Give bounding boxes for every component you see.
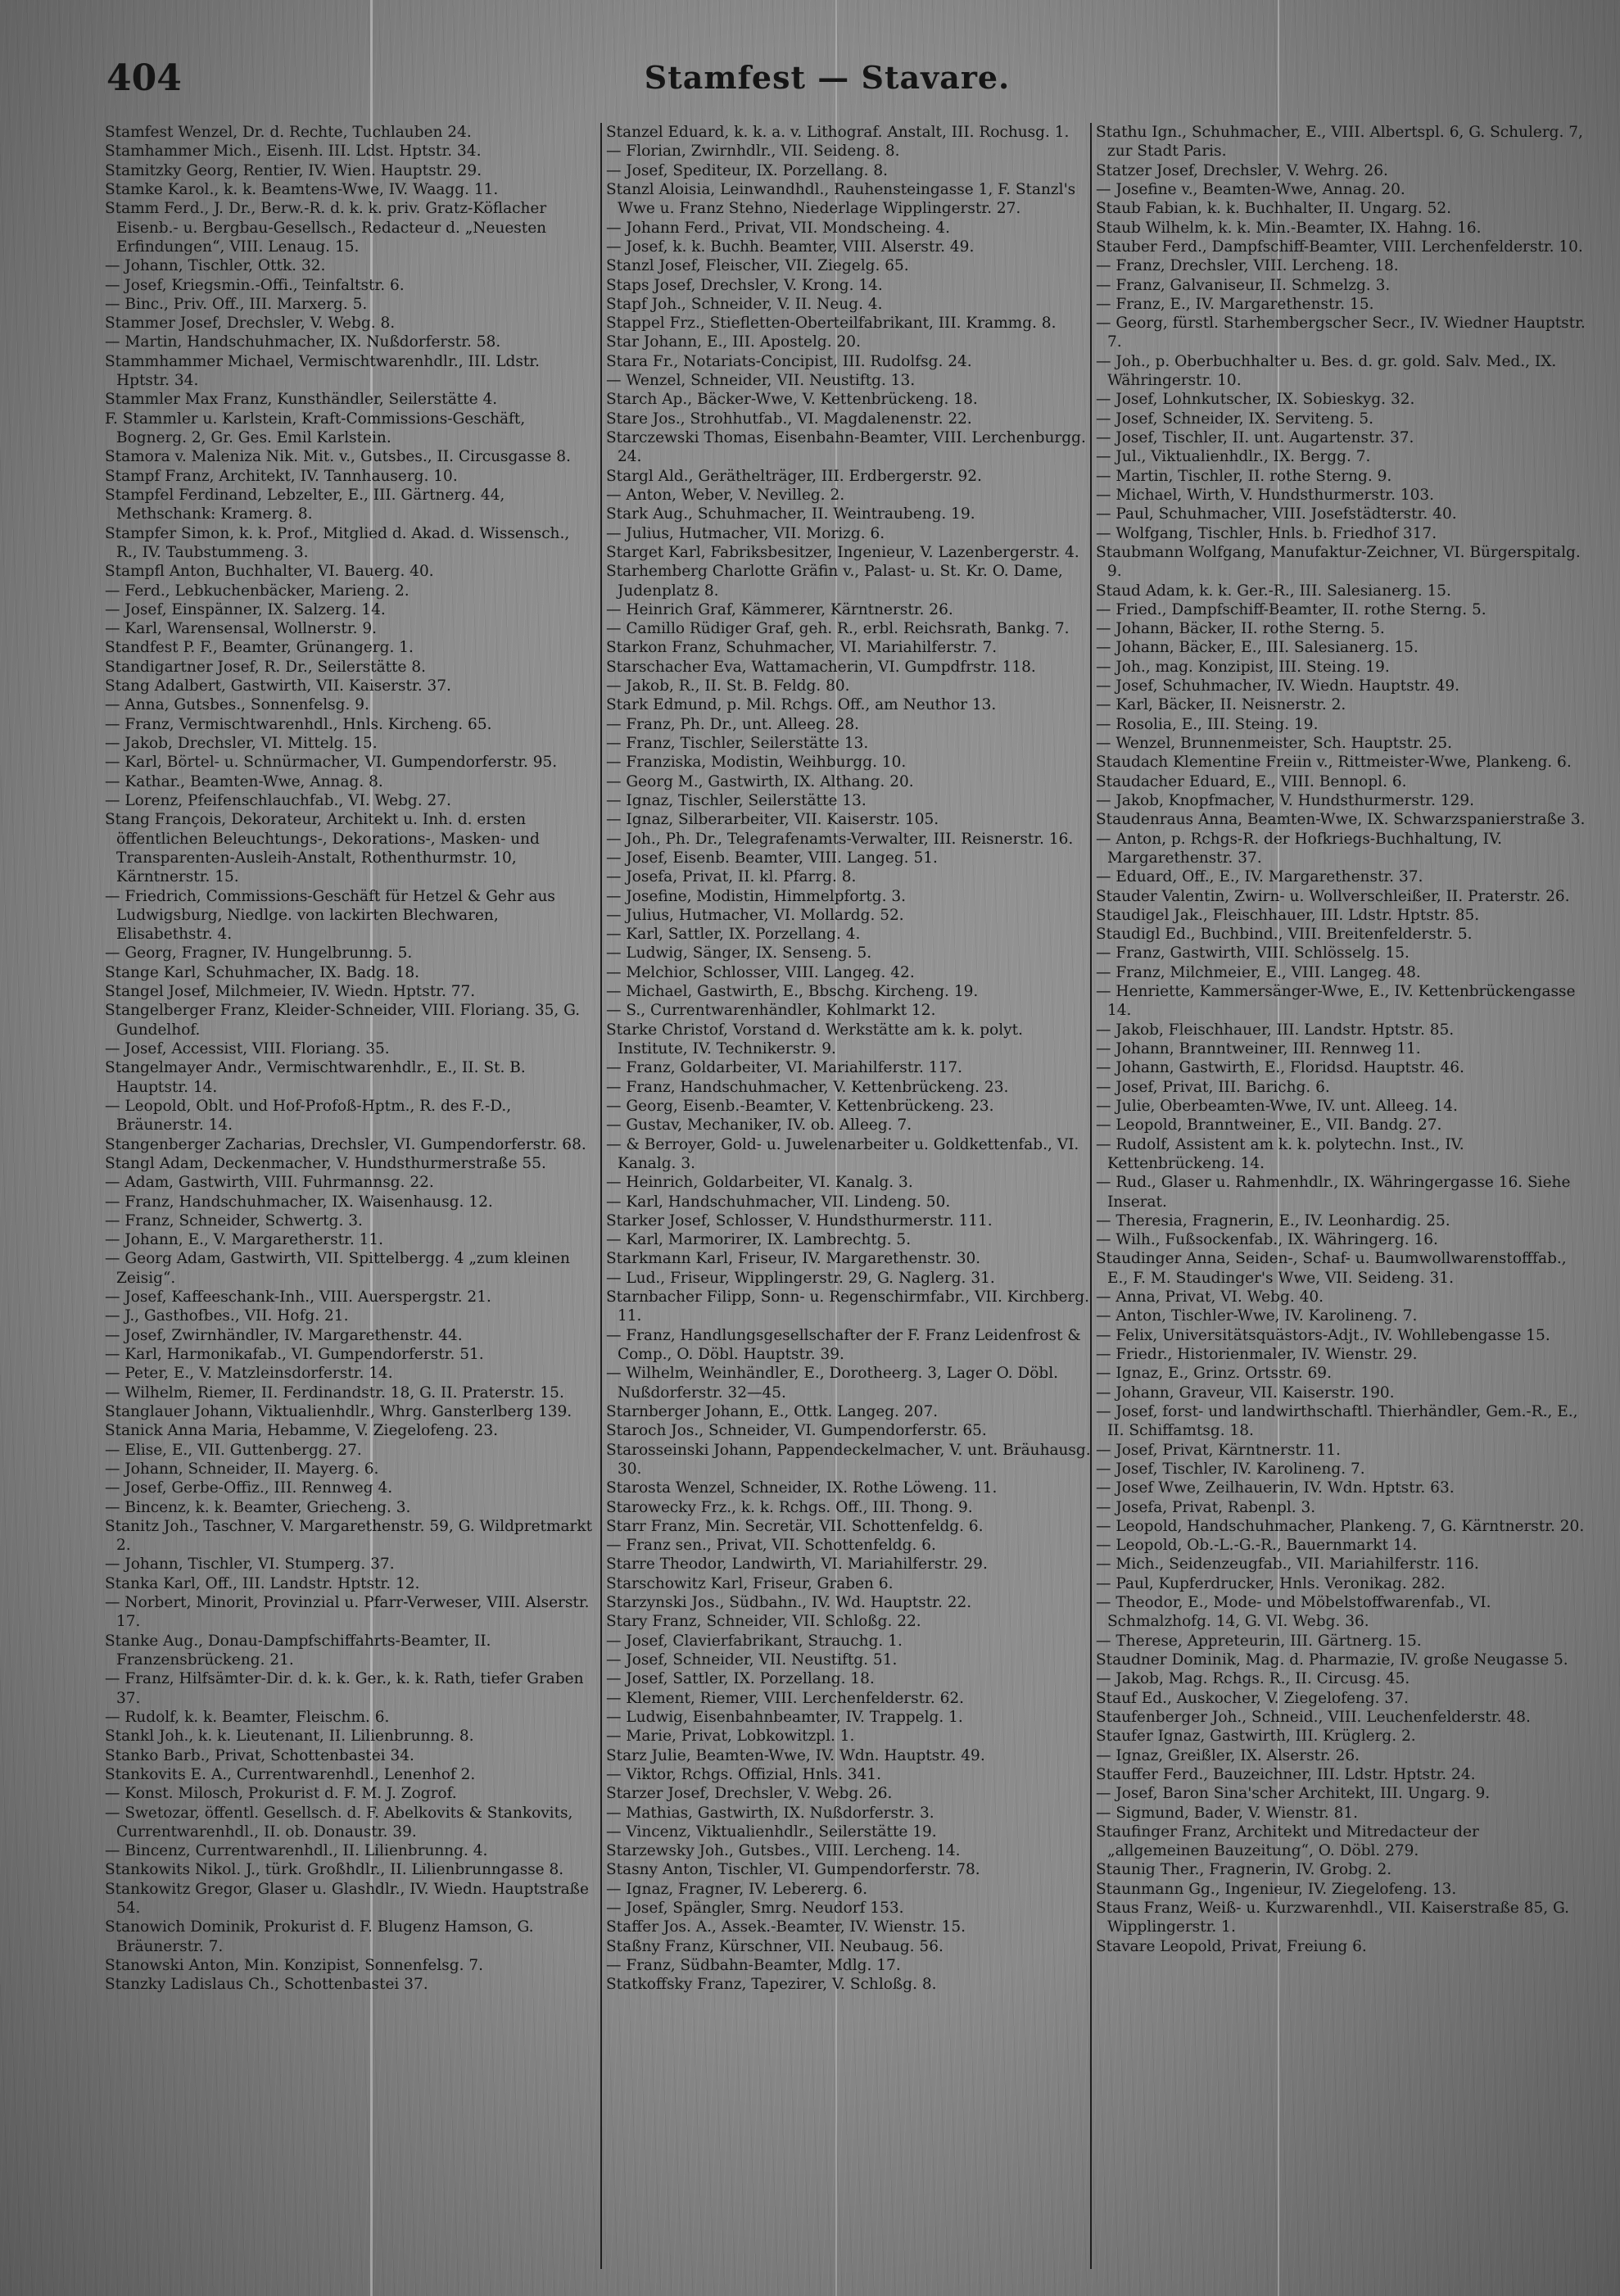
directory-entry: — Karl, Börtel- u. Schnürmacher, VI. Gumpendorferstr. 95.	[105, 754, 558, 772]
directory-entry: Starowecky Frz., k. k. Rchgs. Off., III. Thong. 9.	[606, 1498, 973, 1516]
directory-entry: — Johann, Schneider, II. Mayerg. 6.	[105, 1460, 379, 1478]
directory-entry: Stanzel Eduard, k. k. a. v. Lithograf. Anstalt, III. Rochusg. 1.	[606, 124, 1070, 141]
directory-entry: — Anna, Gutsbes., Sonnenfelsg. 9.	[105, 696, 369, 714]
directory-entry: — & Berroyer, Gold- u. Juwelenarbeiter u. Goldkettenfab., VI. Kanalg. 3.	[606, 1135, 1079, 1172]
directory-entry: Stamke Karol., k. k. Beamtens-Wwe, IV. Waagg. 11.	[105, 180, 499, 198]
directory-entry: — Franz, Milchmeier, E., VIII. Langeg. 48.	[1096, 963, 1421, 981]
directory-entry: Starzer Josef, Drechsler, V. Webg. 26.	[606, 1785, 893, 1803]
directory-entry: — Joh., p. Oberbuchhalter u. Bes. d. gr. gold. Salv. Med., IX. Währingerstr. 10.	[1096, 352, 1557, 390]
directory-entry: — Paul, Schuhmacher, VIII. Josefstädterstr. 40.	[1096, 505, 1457, 523]
directory-entry: — Johann Ferd., Privat, VII. Mondscheing. 4.	[606, 219, 950, 237]
directory-entry: — Wolfgang, Tischler, Hnls. b. Friedhof 317.	[1096, 524, 1437, 542]
directory-entry: — Johann, Bäcker, E., III. Salesianerg. 15.	[1096, 639, 1419, 657]
directory-entry: — Josef, Schneider, VII. Neustiftg. 51.	[606, 1651, 898, 1669]
directory-entry: — Klement, Riemer, VIII. Lerchenfelderstr. 62.	[606, 1689, 965, 1707]
directory-entry: Stangel Josef, Milchmeier, IV. Wiedn. Hptstr. 77.	[105, 983, 476, 1001]
directory-entry: — Josef, Privat, Kärntnerstr. 11.	[1096, 1441, 1341, 1459]
directory-entry: Stang Adalbert, Gastwirth, VII. Kaiserstr. 37.	[105, 677, 451, 695]
directory-entry: — Wilhelm, Riemer, II. Ferdinandstr. 18, G. II. Praterstr. 15.	[105, 1383, 564, 1402]
directory-entry: — Franz, Hilfsämter-Dir. d. k. k. Ger., k. k. Rath, tiefer Graben 37.	[105, 1670, 584, 1707]
directory-entry: — Konst. Milosch, Prokurist d. F. M. J. Zogrof.	[105, 1785, 457, 1803]
column-divider	[600, 123, 602, 2269]
directory-entry: — Melchior, Schlosser, VIII. Langeg. 42.	[606, 963, 915, 981]
directory-entry: Stare Jos., Strohhutfab., VI. Magdalenenstr. 22.	[606, 410, 972, 428]
directory-entry: Staub Wilhelm, k. k. Min.-Beamter, IX. Hahng. 16.	[1096, 219, 1482, 237]
directory-entry: — Therese, Appreteurin, III. Gärtnerg. 15.	[1096, 1632, 1422, 1650]
directory-entry: — Wenzel, Brunnenmeister, Sch. Hauptstr. 25.	[1096, 735, 1453, 752]
directory-entry: — Josefa, Privat, II. kl. Pfarrg. 8.	[606, 868, 857, 886]
directory-entry: — Wilh., Fußsockenfab., IX. Währingerg. 16.	[1096, 1231, 1438, 1249]
directory-entry: Stampfl Anton, Buchhalter, VI. Bauerg. 40.	[105, 563, 434, 581]
directory-entry: Stargl Ald., Geräthelträger, III. Erdbergerstr. 92.	[606, 467, 982, 485]
directory-entry: Stamhammer Mich., Eisenh. III. Ldst. Hptstr. 34.	[105, 143, 482, 161]
directory-entry: — Franz, Tischler, Seilerstätte 13.	[606, 735, 869, 752]
directory-entry: — Swetozar, öffentl. Gesellsch. d. F. Abelkovits & Stankovits, Currentwarenhdl., II. ob. Donaustr. 39.	[105, 1804, 573, 1841]
directory-entry: Staudinger Anna, Seiden-, Schaf- u. Baumwollwarenstofffab., E., F. M. Staudinger's Wwe, VII. Seideng. 31.	[1096, 1250, 1567, 1287]
directory-entry: — Gustav, Mechaniker, IV. ob. Alleeg. 7.	[606, 1116, 912, 1134]
directory-entry: — Bincenz, k. k. Beamter, Griecheng. 3.	[105, 1498, 411, 1516]
directory-entry: Stange Karl, Schuhmacher, IX. Badg. 18.	[105, 963, 419, 981]
directory-entry: — Franz, Handschuhmacher, V. Kettenbrückeng. 23.	[606, 1078, 1009, 1096]
directory-entry: Stanowski Anton, Min. Konzipist, Sonnenfelsg. 7.	[105, 1957, 484, 1974]
directory-entry: Stauffer Ferd., Bauzeichner, III. Ldstr. Hptstr. 24.	[1096, 1765, 1476, 1783]
directory-entry: — Mathias, Gastwirth, IX. Nußdorferstr. 3.	[606, 1804, 934, 1822]
directory-entry: — Ludwig, Sänger, IX. Senseng. 5.	[606, 944, 872, 962]
directory-entry: — Leopold, Branntweiner, E., VII. Bandg. 27.	[1096, 1116, 1442, 1134]
directory-entry: — Fried., Dampfschiff-Beamter, II. rothe Sterng. 5.	[1096, 600, 1487, 618]
directory-entry: — S., Currentwarenhändler, Kohlmarkt 12.	[606, 1002, 936, 1020]
directory-entry: Stangelberger Franz, Kleider-Schneider, VIII. Floriang. 35, G. Gundelhof.	[105, 1002, 581, 1039]
directory-entry: — Josef, Tischler, IV. Karolineng. 7.	[1096, 1460, 1365, 1478]
directory-entry: — Martin, Tischler, II. rothe Sterng. 9.	[1096, 467, 1392, 485]
directory-entry: Stasny Anton, Tischler, VI. Gumpendorferstr. 78.	[606, 1861, 980, 1879]
directory-entry: — Jakob, Mag. Rchgs. R., II. Circusg. 45.	[1096, 1670, 1410, 1688]
directory-entry: Statzer Josef, Drechsler, V. Wehrg. 26.	[1096, 161, 1388, 179]
directory-entry: — Eduard, Off., E., IV. Margarethenstr. 37.	[1096, 868, 1423, 886]
directory-entry: Starkmann Karl, Friseur, IV. Margarethenstr. 30.	[606, 1250, 981, 1268]
directory-entry: Stampfel Ferdinand, Lebzelter, E., III. Gärtnerg. 44, Methschank: Kramerg. 8.	[105, 486, 505, 523]
directory-entry: Stamm Ferd., J. Dr., Berw.-R. d. k. k. priv. Gratz-Köflacher Eisenb.- u. Bergbau-Gesellsch., Redacteur d. „Neuesten Erfindungen“, VIII. Lenaug. 15.	[105, 200, 547, 256]
directory-entry: Stanglauer Johann, Viktualienhdlr., Whrg. Gansterlberg 139.	[105, 1402, 572, 1420]
column-1	[105, 123, 595, 2277]
directory-entry: — Bincenz, Currentwarenhdl., II. Lilienbrunng. 4.	[105, 1842, 488, 1860]
directory-entry: Staudach Klementine Freiin v., Rittmeister-Wwe, Plankeng. 6.	[1096, 754, 1572, 772]
directory-entry: — Josef, k. k. Buchh. Beamter, VIII. Alserstr. 49.	[606, 238, 975, 256]
directory-entry: — Julius, Hutmacher, VII. Morizg. 6.	[606, 524, 885, 542]
directory-entry: Starzynski Jos., Südbahn., IV. Wd. Hauptstr. 22.	[606, 1594, 972, 1612]
directory-entry: — Florian, Zwirnhdlr., VII. Seideng. 8.	[606, 143, 900, 161]
directory-entry: Stanick Anna Maria, Hebamme, V. Ziegelofeng. 23.	[105, 1422, 498, 1440]
directory-entry: Statkoffsky Franz, Tapezirer, V. Schloßg. 8.	[606, 1976, 937, 1994]
directory-entry: — Karl, Sattler, IX. Porzellang. 4.	[606, 926, 861, 944]
directory-entry: — Vincenz, Viktualienhdlr., Seilerstätte 19.	[606, 1823, 937, 1841]
directory-entry: Starczewski Thomas, Eisenbahn-Beamter, VIII. Lerchenburgg. 24.	[606, 429, 1086, 466]
directory-entry: — Franz, Vermischtwarenhdl., Hnls. Kircheng. 65.	[105, 715, 492, 733]
directory-entry: — Leopold, Ob.-L.-G.-R., Bauernmarkt 14.	[1096, 1537, 1418, 1555]
directory-entry: — Josef, Clavierfabrikant, Strauchg. 1.	[606, 1632, 903, 1650]
directory-entry: — Georg, Eisenb.-Beamter, V. Kettenbrückeng. 23.	[606, 1097, 994, 1115]
directory-entry: — Anton, Tischler-Wwe, IV. Karolineng. 7.	[1096, 1307, 1418, 1325]
directory-entry: Starschacher Eva, Wattamacherin, VI. Gumpdfrstr. 118.	[606, 658, 1036, 676]
directory-entry: — Leopold, Oblt. und Hof-Profoß-Hptm., R. des F.-D., Bräunerstr. 14.	[105, 1097, 512, 1134]
directory-entry: — Josefa, Privat, Rabenpl. 3.	[1096, 1498, 1316, 1516]
directory-entry: — Josef, Spediteur, IX. Porzellang. 8.	[606, 161, 889, 179]
directory-entry: — Joh., mag. Konzipist, III. Steing. 19.	[1096, 658, 1390, 676]
directory-entry: — Josef, Spängler, Smrg. Neudorf 153.	[606, 1900, 904, 1918]
directory-entry: Stanowich Dominik, Prokurist d. F. Blugenz Hamson, G. Bräunerstr. 7.	[105, 1918, 534, 1955]
directory-entry: — Heinrich Graf, Kämmerer, Kärntnerstr. 26.	[606, 600, 953, 618]
directory-entry: Stanzky Ladislaus Ch., Schottenbastei 37.	[105, 1976, 428, 1994]
directory-entry: Stang François, Dekorateur, Architekt u. Inh. d. ersten öffentlichen Beleuchtungs-, Dekorations-, Masken- und Transparenten-Ausleih-Anstalt, Rothenthurmstr. 10, Kärntnerstr. 15.	[105, 811, 540, 886]
directory-entry: — Josef, Accessist, VIII. Floriang. 35.	[105, 1040, 390, 1057]
directory-entry: — Felix, Universitätsquästors-Adjt., IV. Wohllebengasse 15.	[1096, 1326, 1550, 1344]
directory-entry: — Anton, p. Rchgs-R. der Hofkriegs-Buchhaltung, IV. Margarethenstr. 37.	[1096, 830, 1502, 867]
directory-entry: Staroch Jos., Schneider, VI. Gumpendorferstr. 65.	[606, 1422, 987, 1440]
running-title: Stamfest — Stavare.	[644, 59, 1011, 96]
directory-entry: — Franz, Galvaniseur, II. Schmelzg. 3.	[1096, 276, 1391, 294]
directory-entry: — Marie, Privat, Lobkowitzpl. 1.	[606, 1728, 855, 1746]
column-3	[1096, 123, 1586, 2277]
directory-entry: — Josef, Eisenb. Beamter, VIII. Langeg. 51.	[606, 849, 938, 867]
directory-entry: — Jakob, Knopfmacher, V. Hundsthurmerstr. 129.	[1096, 791, 1475, 809]
directory-entry: Stark Aug., Schuhmacher, II. Weintraubeng. 19.	[606, 505, 975, 523]
directory-entry: — Henriette, Kammersänger-Wwe, E., IV. Kettenbrückengasse 14.	[1096, 983, 1576, 1020]
directory-entry: Standfest P. F., Beamter, Grünangerg. 1.	[105, 639, 414, 657]
directory-entry: Starget Karl, Fabriksbesitzer, Ingenieur, V. Lazenbergerstr. 4.	[606, 543, 1079, 561]
directory-entry: — Franz sen., Privat, VII. Schottenfeldg. 6.	[606, 1537, 936, 1555]
directory-entry: Stankovits E. A., Currentwarenhdl., Lenenhof 2.	[105, 1765, 476, 1783]
directory-entry: Starosta Wenzel, Schneider, IX. Rothe Löweng. 11.	[606, 1479, 998, 1497]
directory-entry: — Josef, Schuhmacher, IV. Wiedn. Hauptstr. 49.	[1096, 677, 1460, 695]
directory-entry: — Josef Wwe, Zeilhauerin, IV. Wdn. Hptstr. 63.	[1096, 1479, 1455, 1497]
directory-entry: — Karl, Handschuhmacher, VII. Lindeng. 50.	[606, 1193, 951, 1211]
directory-entry: — Jakob, Fleischhauer, III. Landstr. Hptstr. 85.	[1096, 1021, 1455, 1039]
directory-entry: — Johann, Tischler, VI. Stumperg. 37.	[105, 1556, 395, 1574]
directory-entry: — Paul, Kupferdrucker, Hnls. Veronikag. 282.	[1096, 1574, 1446, 1592]
directory-entry: Staud Adam, k. k. Ger.-R., III. Salesianerg. 15.	[1096, 582, 1451, 600]
directory-entry: Star Johann, E., III. Apostelg. 20.	[606, 333, 861, 351]
directory-entry: Starschowitz Karl, Friseur, Graben 6.	[606, 1574, 894, 1592]
directory-entry: — Johann, Bäcker, II. rothe Sterng. 5.	[1096, 620, 1385, 638]
directory-entry: Stankowitz Gregor, Glaser u. Glashdlr., IV. Wiedn. Hauptstraße 54.	[105, 1880, 589, 1918]
directory-entry: Stapf Joh., Schneider, V. II. Neug. 4.	[606, 295, 883, 313]
directory-entry: Staub Fabian, k. k. Buchhalter, II. Ungarg. 52.	[1096, 200, 1452, 218]
directory-entry: — Elise, E., VII. Guttenbergg. 27.	[105, 1441, 362, 1459]
directory-entry: — Ludwig, Eisenbahnbeamter, IV. Trappelg. 1.	[606, 1708, 963, 1726]
directory-entry: — Johann, Graveur, VII. Kaiserstr. 190.	[1096, 1383, 1395, 1402]
directory-entry: — Johann, E., V. Margaretherstr. 11.	[105, 1231, 384, 1249]
directory-entry: — Rudolf, k. k. Beamter, Fleischm. 6.	[105, 1708, 390, 1726]
directory-entry: — Josef, Gerbe-Offiz., III. Rennweg 4.	[105, 1479, 393, 1497]
directory-entry: — Franz, Handschuhmacher, IX. Waisenhausg. 12.	[105, 1193, 493, 1211]
directory-entry: Stamfest Wenzel, Dr. d. Rechte, Tuchlauben 24.	[105, 124, 472, 141]
directory-entry: Staunmann Gg., Ingenieur, IV. Ziegelofeng. 13.	[1096, 1880, 1457, 1898]
directory-entry: — Julius, Hutmacher, VI. Mollardg. 52.	[606, 906, 904, 924]
directory-entry: — Josef, Tischler, II. unt. Augartenstr. 37.	[1096, 429, 1414, 446]
directory-entry: — Friedrich, Commissions-Geschäft für Hetzel & Gehr aus Ludwigsburg, Niedlge. von lackirten Blechwaren, Elisabethstr. 4.	[105, 887, 555, 944]
directory-entry: — Josef, forst- und landwirthschaftl. Thierhändler, Gem.-R., E., II. Schiffamtsg. 18.	[1096, 1402, 1578, 1440]
directory-entry: Stangenberger Zacharias, Drechsler, VI. Gumpendorferstr. 68.	[105, 1135, 586, 1153]
directory-entry: — Ignaz, Tischler, Seilerstätte 13.	[606, 791, 867, 809]
directory-entry: Stammer Josef, Drechsler, V. Webg. 8.	[105, 315, 396, 333]
directory-entry: — Ferd., Lebkuchenbäcker, Marieng. 2.	[105, 582, 410, 600]
directory-entry: — Franz, Handlungsgesellschafter der F. Franz Leidenfrost & Comp., O. Döbl. Hauptstr. 39.	[606, 1326, 1081, 1363]
directory-entry: — Josef, Schneider, IX. Serviteng. 5.	[1096, 410, 1374, 428]
directory-entry: — Josef, Privat, III. Barichg. 6.	[1096, 1078, 1330, 1096]
directory-entry: Staudigl Ed., Buchbind., VIII. Breitenfelderstr. 5.	[1096, 926, 1473, 944]
directory-entry: — Wenzel, Schneider, VII. Neustiftg. 13.	[606, 372, 916, 390]
directory-entry: Stary Franz, Schneider, VII. Schloßg. 22.	[606, 1613, 921, 1631]
page-number: 404	[106, 57, 182, 99]
directory-entry: — Josefine, Modistin, Himmelpfortg. 3.	[606, 887, 907, 905]
directory-entry: — Franz, Gastwirth, VIII. Schlösselg. 15.	[1096, 944, 1410, 962]
directory-entry: Starke Christof, Vorstand d. Werkstätte am k. k. polyt. Institute, IV. Technikerstr. 9.	[606, 1021, 1023, 1057]
directory-entry: — Georg Adam, Gastwirth, VII. Spittelbergg. 4 „zum kleinen Zeisig“.	[105, 1250, 570, 1287]
directory-entry: — Franziska, Modistin, Weihburgg. 10.	[606, 754, 907, 772]
directory-entry: — Josef, Kaffeeschank-Inh., VIII. Auerspergstr. 21.	[105, 1288, 491, 1307]
directory-entry: Starr Franz, Min. Secretär, VII. Schottenfeldg. 6.	[606, 1517, 984, 1535]
directory-entry: — Julie, Oberbeamten-Wwe, IV. unt. Alleeg. 14.	[1096, 1097, 1458, 1115]
directory-entry: — Ignaz, Greißler, IX. Alserstr. 26.	[1096, 1746, 1360, 1764]
directory-entry: — Karl, Harmonikafab., VI. Gumpendorferstr. 51.	[105, 1346, 484, 1363]
directory-entry: — Camillo Rüdiger Graf, geh. R., erbl. Reichsrath, Bankg. 7.	[606, 620, 1070, 638]
directory-entry: Starker Josef, Schlosser, V. Hundsthurmerstr. 111.	[606, 1211, 993, 1230]
directory-entry: Starre Theodor, Landwirth, VI. Mariahilferstr. 29.	[606, 1556, 988, 1574]
directory-entry: Staudner Dominik, Mag. d. Pharmazie, IV. große Neugasse 5.	[1096, 1651, 1568, 1669]
directory-entry: Staufenberger Joh., Schneid., VIII. Leuchenfelderstr. 48.	[1096, 1708, 1531, 1726]
directory-entry: — Ignaz, E., Grinz. Ortsstr. 69.	[1096, 1365, 1332, 1383]
directory-entry: Starkon Franz, Schuhmacher, VI. Mariahilferstr. 7.	[606, 639, 998, 657]
directory-entry: — Martin, Handschuhmacher, IX. Nußdorferstr. 58.	[105, 333, 501, 351]
directory-entry: — Franz, Schneider, Schwertg. 3.	[105, 1211, 363, 1230]
column-2	[606, 123, 1096, 2277]
directory-entry: — Ignaz, Fragner, IV. Lebererg. 6.	[606, 1880, 868, 1898]
directory-entry: — Johann, Gastwirth, E., Floridsd. Hauptstr. 46.	[1096, 1059, 1464, 1077]
directory-entry: Stankl Joh., k. k. Lieutenant, II. Lilienbrunng. 8.	[105, 1728, 474, 1746]
directory-entry: Staudenraus Anna, Beamten-Wwe, IX. Schwarzspanierstraße 3.	[1096, 811, 1586, 829]
directory-entry: Stauber Ferd., Dampfschiff-Beamter, VIII. Lerchenfelderstr. 10.	[1096, 238, 1583, 256]
directory-entry: — Jul., Viktualienhdlr., IX. Bergg. 7.	[1096, 448, 1371, 466]
directory-entry: Staubmann Wolfgang, Manufaktur-Zeichner, VI. Bürgerspitalg. 9.	[1096, 543, 1581, 581]
directory-entry: — Georg, Fragner, IV. Hungelbrunng. 5.	[105, 944, 413, 962]
directory-entry: Stanko Barb., Privat, Schottenbastei 34.	[105, 1746, 414, 1764]
directory-entry: — Peter, E., V. Matzleinsdorferstr. 14.	[105, 1365, 393, 1383]
directory-entry: — Rud., Glaser u. Rahmenhdlr., IX. Währingergasse 16. Siehe Inserat.	[1096, 1174, 1571, 1211]
directory-entry: — Josef, Lohnkutscher, IX. Sobieskyg. 32.	[1096, 391, 1415, 409]
directory-entry: — Michael, Gastwirth, E., Bbschg. Kircheng. 19.	[606, 983, 979, 1001]
directory-entry: — Josef, Baron Sina'scher Architekt, III. Ungarg. 9.	[1096, 1785, 1491, 1803]
directory-entry: Stanitz Joh., Taschner, V. Margarethenstr. 59, G. Wildpretmarkt 2.	[105, 1517, 593, 1555]
directory-entry: Stampf Franz, Architekt, IV. Tannhauserg. 10.	[105, 467, 458, 485]
directory-entry: — Friedr., Historienmaler, IV. Wienstr. 29.	[1096, 1346, 1418, 1363]
directory-entry: — Wilhelm, Weinhändler, E., Dorotheerg. 3, Lager O. Döbl. Nußdorferstr. 32—45.	[606, 1365, 1059, 1402]
directory-entry: Stampfer Simon, k. k. Prof., Mitglied d. Akad. d. Wissensch., R., IV. Taubstummeng. 3.	[105, 524, 570, 561]
directory-entry: — Josefine v., Beamten-Wwe, Annag. 20.	[1096, 180, 1405, 198]
directory-entry: — Lud., Friseur, Wipplingerstr. 29, G. Naglerg. 31.	[606, 1269, 995, 1287]
directory-entry: — Sigmund, Bader, V. Wienstr. 81.	[1096, 1804, 1359, 1822]
directory-entry: — Josef, Kriegsmin.-Offi., Teinfaltstr. 6.	[105, 276, 405, 294]
directory-entry: Stanke Aug., Donau-Dampfschiffahrts-Beamter, II. Franzensbrückeng. 21.	[105, 1632, 491, 1669]
directory-entry: Standigartner Josef, R. Dr., Seilerstätte 8.	[105, 658, 427, 676]
directory-entry: — Karl, Bäcker, II. Neisnerstr. 2.	[1096, 696, 1346, 714]
directory-entry: — Franz, Südbahn-Beamter, Mdlg. 17.	[606, 1957, 901, 1974]
directory-entry: Staudacher Eduard, E., VIII. Bennopl. 6.	[1096, 772, 1407, 790]
directory-entry: Staus Franz, Weiß- u. Kurzwarenhdl., VII. Kaiserstraße 85, G. Wipplingerstr. 1.	[1096, 1900, 1569, 1936]
directory-entry: — Franz, Drechsler, VIII. Lercheng. 18.	[1096, 257, 1399, 275]
directory-entry: — Jakob, R., II. St. B. Feldg. 80.	[606, 677, 850, 695]
directory-entry: — Heinrich, Goldarbeiter, VI. Kanalg. 3.	[606, 1174, 913, 1192]
directory-entry: Stamora v. Maleniza Nik. Mit. v., Gutsbes., II. Circusgasse 8.	[105, 448, 571, 466]
directory-entry: Stammhammer Michael, Vermischtwarenhdlr., III. Ldstr. Hptstr. 34.	[105, 352, 540, 390]
directory-entry: — Viktor, Rchgs. Offizial, Hnls. 341.	[606, 1765, 881, 1783]
directory-entry: — Theresia, Fragnerin, E., IV. Leonhardig. 25.	[1096, 1211, 1450, 1230]
directory-entry: Starhemberg Charlotte Gräfin v., Palast- u. St. Kr. O. Dame, Judenplatz 8.	[606, 563, 1063, 600]
directory-entry: — Adam, Gastwirth, VIII. Fuhrmannsg. 22.	[105, 1174, 434, 1192]
directory-entry: — Joh., Ph. Dr., Telegrafenamts-Verwalter, III. Reisnerstr. 16.	[606, 830, 1074, 848]
directory-entry: — Franz, Goldarbeiter, VI. Mariahilferstr. 117.	[606, 1059, 962, 1077]
page-header	[106, 57, 1548, 106]
directory-entry: Starosseinski Johann, Pappendeckelmacher, V. unt. Bräuhausg. 30.	[606, 1441, 1091, 1478]
directory-entry: Stangl Adam, Deckenmacher, V. Hundsthurmerstraße 55.	[105, 1154, 546, 1172]
directory-entry: Stamitzky Georg, Rentier, IV. Wien. Hauptstr. 29.	[105, 161, 482, 179]
directory-entry: — J., Gasthofbes., VII. Hofg. 21.	[105, 1307, 349, 1325]
directory-entry: — Johann, Branntweiner, III. Rennweg 11.	[1096, 1040, 1421, 1057]
directory-entry: Staufinger Franz, Architekt und Mitredacteur der „allgemeinen Bauzeitung“, O. Döbl. 279.	[1096, 1823, 1479, 1860]
directory-entry: Starzewsky Joh., Gutsbes., VIII. Lercheng. 14.	[606, 1842, 961, 1860]
directory-entry: — Georg M., Gastwirth, IX. Althang. 20.	[606, 772, 914, 790]
directory-entry: Stathu Ign., Schuhmacher, E., VIII. Albertspl. 6, G. Schulerg. 7, zur Stadt Paris.	[1096, 124, 1583, 161]
directory-entry: — Johann, Tischler, Ottk. 32.	[105, 257, 326, 275]
directory-entry: Stappel Frz., Stiefletten-Oberteilfabrikant, III. Krammg. 8.	[606, 315, 1057, 333]
directory-entry: — Josef, Einspänner, IX. Salzerg. 14.	[105, 600, 386, 618]
directory-entry: — Rosolia, E., III. Steing. 19.	[1096, 715, 1319, 733]
directory-entry: — Georg, fürstl. Starhembergscher Secr., IV. Wiedner Hauptstr. 7.	[1096, 315, 1586, 351]
directory-entry: Staufer Ignaz, Gastwirth, III. Krüglerg. 2.	[1096, 1728, 1416, 1746]
directory-entry: Stavare Leopold, Privat, Freiung 6.	[1096, 1937, 1367, 1955]
directory-entry: Stanzl Aloisia, Leinwandhdl., Rauhensteingasse 1, F. Stanzl's Wwe u. Franz Stehno, Niederlage Wipplingerstr. 27.	[606, 180, 1076, 218]
directory-entry: Stangelmayer Andr., Vermischtwarenhdlr., E., II. St. B. Hauptstr. 14.	[105, 1059, 526, 1096]
directory-entry: — Anna, Privat, VI. Webg. 40.	[1096, 1288, 1324, 1307]
directory-entry: — Jakob, Drechsler, VI. Mittelg. 15.	[105, 735, 378, 752]
directory-entry: Staudigel Jak., Fleischhauer, III. Ldstr. Hptstr. 85.	[1096, 906, 1480, 924]
directory-entry: — Theodor, E., Mode- und Möbelstoffwarenfab., VI. Schmalzhofg. 14, G. VI. Webg. 36.	[1096, 1594, 1491, 1631]
directory-entry: — Mich., Seidenzeugfab., VII. Mariahilferstr. 116.	[1096, 1556, 1479, 1574]
directory-entry: — Kathar., Beamten-Wwe, Annag. 8.	[105, 772, 383, 790]
directory-entry: — Ignaz, Silberarbeiter, VII. Kaiserstr. 105.	[606, 811, 939, 829]
directory-entry: Stammler Max Franz, Kunsthändler, Seilerstätte 4.	[105, 391, 498, 409]
directory-entry: Starnberger Johann, E., Ottk. Langeg. 207.	[606, 1402, 939, 1420]
directory-entry: — Lorenz, Pfeifenschlauchfab., VI. Webg. 27.	[105, 791, 451, 809]
directory-entry: — Franz, Ph. Dr., unt. Alleeg. 28.	[606, 715, 860, 733]
directory-entry: — Josef, Zwirnhändler, IV. Margarethenstr. 44.	[105, 1326, 463, 1344]
directory-entry: — Michael, Wirth, V. Hundsthurmerstr. 103.	[1096, 486, 1435, 504]
directory-entry: — Rudolf, Assistent am k. k. polytechn. Inst., IV. Kettenbrückeng. 14.	[1096, 1135, 1464, 1172]
directory-entry: Stanka Karl, Off., III. Landstr. Hptstr. 12.	[105, 1574, 420, 1592]
directory-entry: Stauf Ed., Auskocher, V. Ziegelofeng. 37.	[1096, 1689, 1409, 1707]
directory-entry: — Anton, Weber, V. Nevilleg. 2.	[606, 486, 845, 504]
directory-entry: Stark Edmund, p. Mil. Rchgs. Off., am Neuthor 13.	[606, 696, 997, 714]
directory-entry: — Leopold, Handschuhmacher, Plankeng. 7, G. Kärntnerstr. 20.	[1096, 1517, 1585, 1535]
directory-entry: — Karl, Marmorirer, IX. Lambrechtg. 5.	[606, 1231, 912, 1249]
directory-entry: Starnbacher Filipp, Sonn- u. Regenschirmfabr., VII. Kirchberg. 11.	[606, 1288, 1089, 1325]
directory-entry: Staunig Ther., Fragnerin, IV. Grobg. 2.	[1096, 1861, 1392, 1879]
directory-entry: Staps Josef, Drechsler, V. Krong. 14.	[606, 276, 883, 294]
directory-entry: Starz Julie, Beamten-Wwe, IV. Wdn. Hauptstr. 49.	[606, 1746, 985, 1764]
directory-entry: — Franz, E., IV. Margarethenstr. 15.	[1096, 295, 1374, 313]
directory-entry: Staffer Jos. A., Assek.-Beamter, IV. Wienstr. 15.	[606, 1918, 966, 1936]
directory-entry: F. Stammler u. Karlstein, Kraft-Commissions-Geschäft, Bognerg. 2, Gr. Ges. Emil Karlstein.	[105, 410, 526, 446]
directory-entry: Stankowits Nikol. J., türk. Großhdlr., II. Lilienbrunngasse 8.	[105, 1861, 564, 1879]
directory-entry: — Karl, Warensensal, Wollnerstr. 9.	[105, 620, 378, 638]
directory-entry: Stauder Valentin, Zwirn- u. Wollverschleißer, II. Praterstr. 26.	[1096, 887, 1570, 905]
directory-entry: Staßny Franz, Kürschner, VII. Neubaug. 56.	[606, 1937, 943, 1955]
directory-entry: Stara Fr., Notariats-Concipist, III. Rudolfsg. 24.	[606, 352, 972, 370]
directory-entry: — Norbert, Minorit, Provinzial u. Pfarr-Verweser, VIII. Alserstr. 17.	[105, 1594, 590, 1631]
directory-entry: Starch Ap., Bäcker-Wwe, V. Kettenbrückeng. 18.	[606, 391, 978, 409]
directory-entry: — Binc., Priv. Off., III. Marxerg. 5.	[105, 295, 368, 313]
directory-entry: Stanzl Josef, Fleischer, VII. Ziegelg. 65.	[606, 257, 909, 275]
directory-entry: — Josef, Sattler, IX. Porzellang. 18.	[606, 1670, 875, 1688]
